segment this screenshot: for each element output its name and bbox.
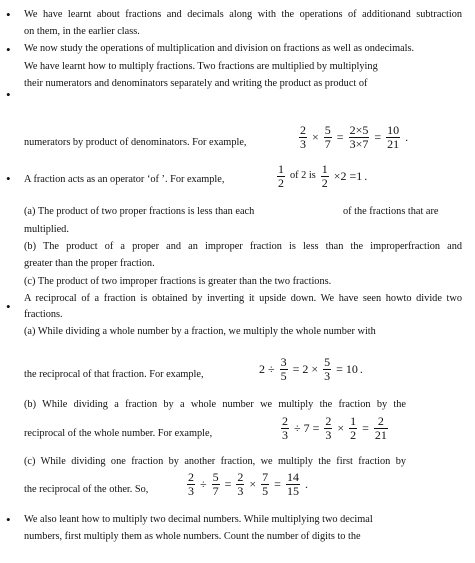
text-line: (c) The product of two improper fractions is greater than the two fractions. xyxy=(24,276,332,287)
text-line: We have learnt about fractions and decimals along with the operations of additionand subtraction xyxy=(24,9,462,20)
fraction: $\frac{2}{3}$ xyxy=(237,470,244,498)
fraction: $\frac{5}{7}$ xyxy=(212,470,219,498)
fraction: $\frac{7}{5}$ xyxy=(262,470,269,498)
fraction: $\frac{1}{2}$ xyxy=(278,162,284,190)
bullet: • xyxy=(6,7,11,22)
fraction: $\frac{1}{2}$ xyxy=(350,414,357,442)
text-line: greater than the proper fraction. xyxy=(24,258,155,269)
text-line: the reciprocal of that fraction. For example, xyxy=(24,369,204,380)
fraction: $\frac{2}{3}$ xyxy=(282,414,288,442)
fraction: $\frac{2}{21}$ xyxy=(374,414,387,442)
text-line: numerators by product of denominators. For example, xyxy=(24,137,247,148)
math-example-operator-of: $\frac{1}{2}$ of 2 is $\frac{1}{2}$ ×2 =1 . xyxy=(278,162,368,190)
bullet: • xyxy=(6,87,11,102)
fraction: $\frac{5}{3}$ xyxy=(324,355,331,383)
fraction: $\frac{2}{3}$ xyxy=(300,123,306,151)
text-line: their numerators and denominators separately and writing the product as product of xyxy=(24,78,368,89)
fraction: $\frac{5}{7}$ xyxy=(324,123,331,151)
bullet: • xyxy=(6,512,11,527)
math-example-fraction-by-whole: $\frac{2}{3}$ ÷ 7 = $\frac{2}{3}$ × $\frac{1}{2}$ = $\frac{2}{21}$ xyxy=(282,414,387,442)
text-line: We now study the operations of multiplication and division on fractions as well as ondecimals. xyxy=(24,43,415,54)
text-line: (b) The product of a proper and an improper fraction is less than the improperfraction and xyxy=(24,241,462,252)
text-line: We also leant how to multiply two decimal numbers. While multiplying two decimal xyxy=(24,514,373,525)
math-example-fraction-by-fraction: $\frac{2}{3}$ ÷ $\frac{5}{7}$ = $\frac{2}{3}$ × $\frac{7}{5}$ = $\frac{14}{15}$ . xyxy=(188,470,308,498)
text-line: multiplied. xyxy=(24,224,69,235)
fraction: $\frac{10}{21}$ xyxy=(387,123,400,151)
text-line: A reciprocal of a fraction is obtained by inverting it upside down. We have seen howto divide two xyxy=(24,293,462,304)
bullet: • xyxy=(6,171,11,186)
bullet: • xyxy=(6,299,11,314)
math-example-multiply: $\frac{2}{3}$ × $\frac{5}{7}$ = $\frac{2\times 5}{3\times 7}$ = $\frac{10}{21}$ . xyxy=(300,123,409,151)
bullet: • xyxy=(6,42,11,57)
text-line: (a) The product of two proper fractions is less than each xyxy=(24,206,255,217)
fraction: $\frac{3}{5}$ xyxy=(280,355,287,383)
text-line: (b) While dividing a fraction by a whole number we multiply the fraction by the xyxy=(24,399,406,410)
text-line: numbers, first multiply them as whole numbers. Count the number of digits to the xyxy=(24,531,361,542)
text-line: (c) While dividing one fraction by another fraction, we multiply the first fraction by xyxy=(24,456,406,467)
text-line: on them, in the earlier class. xyxy=(24,26,140,37)
math-example-whole-by-fraction: 2 ÷ $\frac{3}{5}$ = 2 × $\frac{5}{3}$ = 10 . xyxy=(259,355,363,383)
fraction: $\frac{2}{3}$ xyxy=(325,414,332,442)
fraction: $\frac{1}{2}$ xyxy=(321,162,328,190)
fraction: $\frac{2}{3}$ xyxy=(188,470,194,498)
text-line: (a) While dividing a whole number by a fraction, we multiply the whole number with xyxy=(24,326,376,337)
text-line: reciprocal of the whole number. For example, xyxy=(24,428,213,439)
fraction: $\frac{14}{15}$ xyxy=(286,470,299,498)
text-line: of the fractions that are xyxy=(343,206,439,217)
text-line: We have learnt how to multiply fractions. Two fractions are multiplied by multiplying xyxy=(24,61,378,72)
text-line: A fraction acts as an operator ‘of ’. For example, xyxy=(24,174,225,185)
text-line: fractions. xyxy=(24,309,63,320)
fraction: $\frac{2\times 5}{3\times 7}$ xyxy=(349,123,369,151)
text-line: the reciprocal of the other. So, xyxy=(24,484,149,495)
